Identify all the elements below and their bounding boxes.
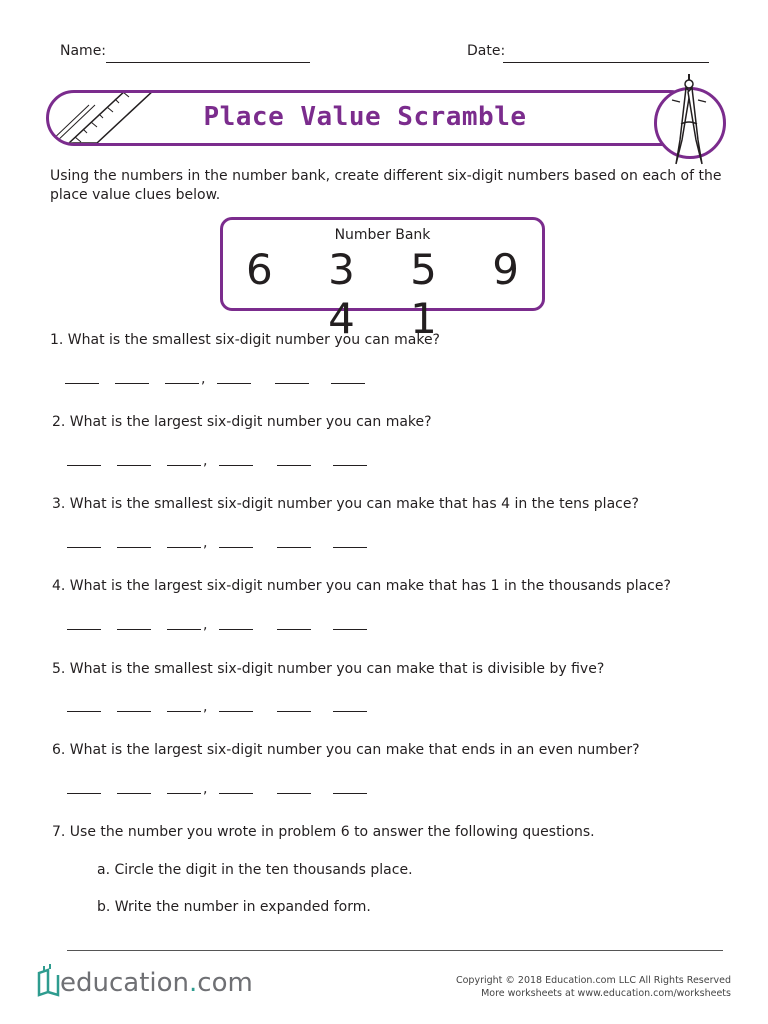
date-field[interactable] <box>503 46 709 63</box>
answer-blanks-6 <box>0 781 768 807</box>
date-label: Date: <box>467 43 506 59</box>
digit-blank[interactable] <box>167 547 201 548</box>
compass-icon <box>654 70 720 170</box>
logo-text: education <box>60 968 190 998</box>
answer-blanks-2 <box>0 453 768 479</box>
comma: , <box>203 699 208 715</box>
comma: , <box>203 453 208 469</box>
digit-blank[interactable] <box>65 383 99 384</box>
question-3: 3. What is the smallest six-digit number you can make that has 4 in the tens place? <box>52 496 639 512</box>
question-4: 4. What is the largest six-digit number you can make that has 1 in the thousands place? <box>52 578 671 594</box>
more-worksheets-text: More worksheets at www.education.com/worksheets <box>481 988 731 999</box>
digit-blank[interactable] <box>219 793 253 794</box>
digit-blank[interactable] <box>277 711 311 712</box>
digit-blank[interactable] <box>277 465 311 466</box>
digit-blank[interactable] <box>67 547 101 548</box>
answer-blanks-3 <box>0 535 768 561</box>
question-1: 1. What is the smallest six-digit number you can make? <box>50 332 440 348</box>
question-2: 2. What is the largest six-digit number you can make? <box>52 414 432 430</box>
digit-blank[interactable] <box>333 629 367 630</box>
digit-blank[interactable] <box>219 711 253 712</box>
digit-blank[interactable] <box>67 711 101 712</box>
digit-blank[interactable] <box>333 711 367 712</box>
digit-blank[interactable] <box>117 465 151 466</box>
footer-divider <box>67 950 723 951</box>
number-bank-label: Number Bank <box>334 227 431 243</box>
digit-blank[interactable] <box>219 547 253 548</box>
comma: , <box>203 781 208 797</box>
digit-blank[interactable] <box>67 793 101 794</box>
name-label: Name: <box>60 43 107 59</box>
question-7a: a. Circle the digit in the ten thousands place. <box>97 862 413 878</box>
copyright-notice <box>456 974 731 1000</box>
digit-blank[interactable] <box>331 383 365 384</box>
answer-blanks-5 <box>0 699 768 725</box>
number-bank-digits: 6 3 5 9 4 1 <box>246 245 540 343</box>
worksheet-title: Place Value Scramble <box>203 102 527 132</box>
digit-blank[interactable] <box>117 629 151 630</box>
digit-blank[interactable] <box>67 465 101 466</box>
digit-blank[interactable] <box>165 383 199 384</box>
question-7: 7. Use the number you wrote in problem 6 to answer the following questions. <box>52 824 595 840</box>
comma: , <box>203 535 208 551</box>
digit-blank[interactable] <box>117 793 151 794</box>
digit-blank[interactable] <box>217 383 251 384</box>
digit-blank[interactable] <box>333 793 367 794</box>
digit-blank[interactable] <box>167 465 201 466</box>
logo-dot: . <box>189 968 198 998</box>
digit-blank[interactable] <box>67 629 101 630</box>
ruler-icon <box>49 93 169 143</box>
digit-blank[interactable] <box>277 547 311 548</box>
digit-blank[interactable] <box>219 629 253 630</box>
logo-tld: com <box>197 968 253 998</box>
number-bank <box>220 217 545 343</box>
digit-blank[interactable] <box>219 465 253 466</box>
answer-blanks-1 <box>0 371 768 397</box>
digit-blank[interactable] <box>115 383 149 384</box>
comma: , <box>201 371 206 387</box>
question-6: 6. What is the largest six-digit number you can make that ends in an even number? <box>52 742 640 758</box>
question-7b: b. Write the number in expanded form. <box>97 899 371 915</box>
name-field[interactable] <box>106 46 310 63</box>
digit-blank[interactable] <box>275 383 309 384</box>
book-icon <box>36 963 62 997</box>
digit-blank[interactable] <box>277 629 311 630</box>
digit-blank[interactable] <box>167 793 201 794</box>
digit-blank[interactable] <box>117 711 151 712</box>
digit-blank[interactable] <box>333 465 367 466</box>
question-5: 5. What is the smallest six-digit number you can make that is divisible by five? <box>52 661 605 677</box>
education-logo <box>60 968 253 998</box>
digit-blank[interactable] <box>167 629 201 630</box>
digit-blank[interactable] <box>167 711 201 712</box>
digit-blank[interactable] <box>117 547 151 548</box>
instructions: Using the numbers in the number bank, create different six-digit numbers based on each of the place value clues below. <box>50 168 722 203</box>
digit-blank[interactable] <box>277 793 311 794</box>
comma: , <box>203 617 208 633</box>
answer-blanks-4 <box>0 617 768 643</box>
copyright-text: Copyright © 2018 Education.com LLC All Rights Reserved <box>455 975 731 986</box>
digit-blank[interactable] <box>333 547 367 548</box>
